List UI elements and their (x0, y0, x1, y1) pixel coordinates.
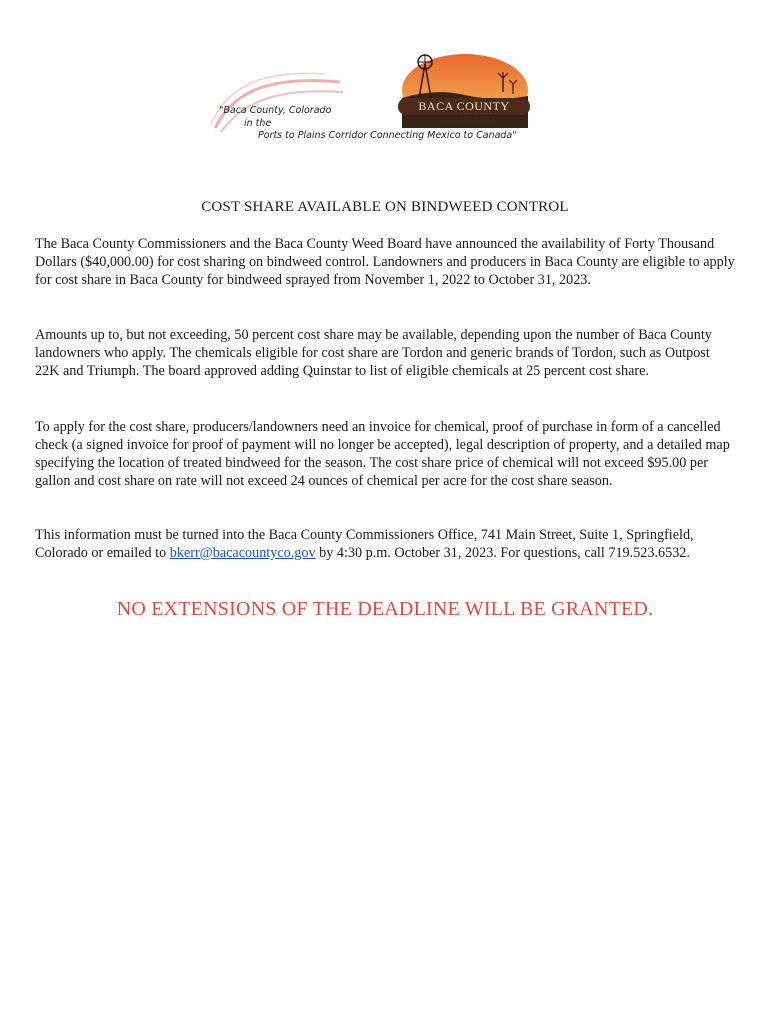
paragraph-eligible-chemicals: Amounts up to, but not exceeding, 50 percent cost share may be available, depending upon the number of Baca County landowners who apply. The chemicals eligible for cost share are Tordon and generic brands of Tordon, such as Outpost 22K and Triumph. The board approved adding Quinstar to list of eligible chemicals at 25 percent cost share. (35, 327, 712, 379)
email-link[interactable]: bkerr@bacacountyco.gov (169, 545, 316, 561)
letterhead (0, 0, 770, 170)
document-title: COST SHARE AVAILABLE ON BINDWEED CONTROL (201, 199, 569, 215)
paragraph-announcement: The Baca County Commissioners and the Baca County Weed Board have announced the availability of Forty Thousand Dollars ($40,000.00) for cost sharing on bindweed control. Landowners and producers in Baca County are eligible to apply for cost share in Baca County for bindweed sprayed from November 1, 2022 to October 31, 2023. (35, 236, 735, 288)
tagline-line-3: Ports to Plains Corridor Connecting Mexico to Canada" (258, 130, 517, 141)
submission-text-after: by 4:30 p.m. October 31, 2023. For questions, call 719.523.6532. (315, 545, 690, 561)
logo-subtitle: COLORADO (432, 115, 496, 126)
swoosh-graphic (205, 68, 345, 138)
logo-title: BACA COUNTY (398, 98, 530, 115)
submission-text-before: This information must be turned into the Baca County Commissioners Office, 741 Main Street, Suite 1, Springfield, Colorado or emailed to (35, 527, 694, 561)
paragraph-application-requirements: To apply for the cost share, producers/landowners need an invoice for chemical, proof of purchase in form of a cancelled check (a signed invoice for proof of payment will no longer be accepted), legal description of property, and a detailed map specifying the location of treated bindweed for the season. The cost share price of chemical will not exceed $95.00 per gallon and cost share on rate will not exceed 24 ounces of chemical per acre for the cost share season. (35, 419, 730, 489)
paragraph-submission-info (35, 526, 735, 562)
deadline-notice: NO EXTENSIONS OF THE DEADLINE WILL BE GRANTED. (116, 598, 654, 620)
tagline-line-2: in the (244, 118, 272, 129)
tagline-line-1: "Baca County, Colorado (219, 105, 332, 116)
